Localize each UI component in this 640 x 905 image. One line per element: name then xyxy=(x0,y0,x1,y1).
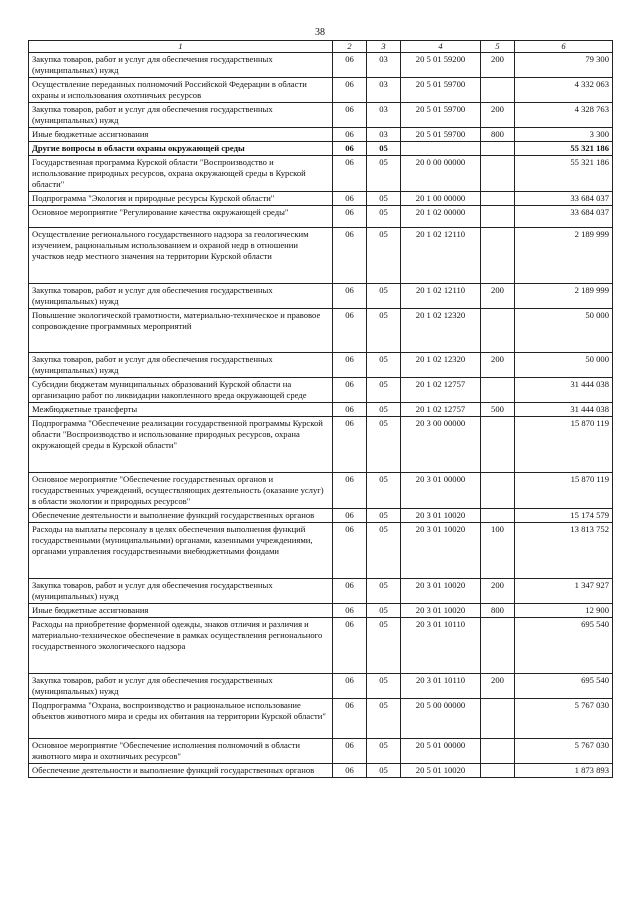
table-row xyxy=(29,284,613,309)
row-section: 06 xyxy=(333,309,367,353)
row-expense-type: 200 xyxy=(481,353,515,378)
row-amount: 4 328 763 xyxy=(515,103,613,128)
row-name: Расходы на приобретение форменной одежды, знаков отличия и различия и материально-техническое обеспечение в рамках осуществления регионального государственного экологического надзора xyxy=(29,618,333,674)
table-row xyxy=(29,206,613,228)
row-target-code: 20 5 01 10020 xyxy=(401,764,481,778)
table-row xyxy=(29,509,613,523)
table-row xyxy=(29,78,613,103)
row-expense-type xyxy=(481,156,515,192)
row-expense-type: 500 xyxy=(481,403,515,417)
row-name: Иные бюджетные ассигнования xyxy=(29,604,333,618)
row-target-code: 20 3 01 10020 xyxy=(401,523,481,579)
row-amount: 12 900 xyxy=(515,604,613,618)
row-amount: 4 332 063 xyxy=(515,78,613,103)
table-row xyxy=(29,142,613,156)
row-subsection: 05 xyxy=(367,674,401,699)
row-name: Обеспечение деятельности и выполнение функций государственных органов xyxy=(29,509,333,523)
row-target-code: 20 5 01 00000 xyxy=(401,739,481,764)
row-target-code: 20 1 02 00000 xyxy=(401,206,481,228)
row-name: Закупка товаров, работ и услуг для обеспечения государственных (муниципальных) нужд xyxy=(29,674,333,699)
row-subsection: 05 xyxy=(367,579,401,604)
row-amount: 695 540 xyxy=(515,674,613,699)
header-col-section: 2 xyxy=(333,41,367,53)
row-subsection: 03 xyxy=(367,53,401,78)
row-name: Основное мероприятие "Обеспечение исполнения полномочий в области животного мира и охотничьих ресурсов" xyxy=(29,739,333,764)
row-expense-type xyxy=(481,509,515,523)
row-section: 06 xyxy=(333,403,367,417)
row-target-code: 20 1 02 12110 xyxy=(401,284,481,309)
row-amount: 2 189 999 xyxy=(515,228,613,284)
row-section: 06 xyxy=(333,78,367,103)
row-expense-type: 200 xyxy=(481,53,515,78)
row-name: Закупка товаров, работ и услуг для обеспечения государственных (муниципальных) нужд xyxy=(29,284,333,309)
row-expense-type xyxy=(481,228,515,284)
table-row xyxy=(29,378,613,403)
row-expense-type xyxy=(481,192,515,206)
row-section: 06 xyxy=(333,206,367,228)
row-amount: 2 189 999 xyxy=(515,284,613,309)
table-row xyxy=(29,156,613,192)
row-target-code: 20 1 02 12110 xyxy=(401,228,481,284)
row-section: 06 xyxy=(333,523,367,579)
row-subsection: 05 xyxy=(367,417,401,473)
row-amount: 3 300 xyxy=(515,128,613,142)
row-expense-type xyxy=(481,206,515,228)
row-target-code: 20 0 00 00000 xyxy=(401,156,481,192)
row-target-code: 20 5 01 59700 xyxy=(401,103,481,128)
row-expense-type: 200 xyxy=(481,284,515,309)
table-row xyxy=(29,403,613,417)
row-name: Закупка товаров, работ и услуг для обеспечения государственных (муниципальных) нужд xyxy=(29,579,333,604)
table-row xyxy=(29,128,613,142)
row-expense-type xyxy=(481,618,515,674)
row-name: Расходы на выплаты персоналу в целях обеспечения выполнения функций государственными (муниципальными) органами, казенными учреждениями, органами управления государственными внебюджетными фондами xyxy=(29,523,333,579)
row-amount: 79 300 xyxy=(515,53,613,78)
table-row xyxy=(29,604,613,618)
row-target-code: 20 3 01 10020 xyxy=(401,604,481,618)
row-subsection: 05 xyxy=(367,284,401,309)
row-name: Осуществление регионального государственного надзора за геологическим изучением, рациональным использованием и охраной недр в отношении участков недр местного значения на территории Курской области xyxy=(29,228,333,284)
row-expense-type: 200 xyxy=(481,579,515,604)
page-number: 38 xyxy=(315,27,325,38)
row-amount: 55 321 186 xyxy=(515,156,613,192)
row-amount: 15 174 579 xyxy=(515,509,613,523)
table-row xyxy=(29,764,613,778)
table-row xyxy=(29,579,613,604)
row-name: Основное мероприятие "Регулирование качества окружающей среды" xyxy=(29,206,333,228)
budget-table xyxy=(28,40,613,778)
row-name: Подпрограмма "Экология и природные ресурсы Курской области" xyxy=(29,192,333,206)
table-row xyxy=(29,473,613,509)
row-target-code: 20 1 02 12757 xyxy=(401,403,481,417)
header-col-subsection: 3 xyxy=(367,41,401,53)
row-section: 06 xyxy=(333,579,367,604)
table-row xyxy=(29,309,613,353)
row-name: Подпрограмма "Обеспечение реализации государственной программы Курской области "Воспроизводство и использование природных ресурсов, охрана окружающей среды в Курской области" xyxy=(29,417,333,473)
row-amount: 1 873 893 xyxy=(515,764,613,778)
row-section: 06 xyxy=(333,192,367,206)
row-subsection: 05 xyxy=(367,206,401,228)
row-section: 06 xyxy=(333,604,367,618)
row-subsection: 05 xyxy=(367,473,401,509)
row-section: 06 xyxy=(333,156,367,192)
row-target-code: 20 1 02 12320 xyxy=(401,309,481,353)
row-expense-type xyxy=(481,378,515,403)
table-body xyxy=(29,53,613,778)
row-target-code: 20 1 02 12320 xyxy=(401,353,481,378)
row-target-code: 20 3 01 10110 xyxy=(401,674,481,699)
table-row xyxy=(29,699,613,739)
row-target-code: 20 5 01 59200 xyxy=(401,53,481,78)
row-amount: 31 444 038 xyxy=(515,403,613,417)
header-col-name: 1 xyxy=(29,41,333,53)
row-amount: 695 540 xyxy=(515,618,613,674)
row-subsection: 05 xyxy=(367,764,401,778)
row-section: 06 xyxy=(333,417,367,473)
row-name: Основное мероприятие "Обеспечение государственных органов и государственных учреждений, осуществляющих деятельность (оказание услуг) в области экологии и природных ресурсов" xyxy=(29,473,333,509)
row-name: Закупка товаров, работ и услуг для обеспечения государственных (муниципальных) нужд xyxy=(29,53,333,78)
row-section: 06 xyxy=(333,473,367,509)
row-name: Закупка товаров, работ и услуг для обеспечения государственных (муниципальных) нужд xyxy=(29,353,333,378)
row-subsection: 05 xyxy=(367,309,401,353)
row-subsection: 05 xyxy=(367,604,401,618)
row-amount: 13 813 752 xyxy=(515,523,613,579)
row-section: 06 xyxy=(333,674,367,699)
row-subsection: 05 xyxy=(367,403,401,417)
row-target-code: 20 3 01 10020 xyxy=(401,579,481,604)
row-subsection: 05 xyxy=(367,353,401,378)
table-row xyxy=(29,618,613,674)
row-expense-type xyxy=(481,764,515,778)
row-expense-type: 100 xyxy=(481,523,515,579)
header-col-expense-type: 5 xyxy=(481,41,515,53)
row-subsection: 03 xyxy=(367,103,401,128)
table-header-row xyxy=(29,41,613,53)
row-subsection: 05 xyxy=(367,509,401,523)
row-expense-type: 200 xyxy=(481,103,515,128)
row-subsection: 05 xyxy=(367,523,401,579)
row-name: Обеспечение деятельности и выполнение функций государственных органов xyxy=(29,764,333,778)
row-amount: 33 684 037 xyxy=(515,206,613,228)
row-name: Субсидии бюджетам муниципальных образований Курской области на организацию работ по ликвидации накопленного вреда окружающей среде xyxy=(29,378,333,403)
row-subsection: 03 xyxy=(367,128,401,142)
table-row xyxy=(29,353,613,378)
row-subsection: 05 xyxy=(367,192,401,206)
table-row xyxy=(29,739,613,764)
row-expense-type xyxy=(481,142,515,156)
row-expense-type xyxy=(481,417,515,473)
row-section: 06 xyxy=(333,228,367,284)
row-amount: 33 684 037 xyxy=(515,192,613,206)
row-subsection: 05 xyxy=(367,378,401,403)
header-col-target-code: 4 xyxy=(401,41,481,53)
row-name: Закупка товаров, работ и услуг для обеспечения государственных (муниципальных) нужд xyxy=(29,103,333,128)
row-amount: 15 870 119 xyxy=(515,473,613,509)
row-expense-type xyxy=(481,473,515,509)
row-target-code: 20 3 01 10110 xyxy=(401,618,481,674)
table-row xyxy=(29,523,613,579)
row-amount: 50 000 xyxy=(515,309,613,353)
row-section: 06 xyxy=(333,699,367,739)
row-name: Осуществление переданных полномочий Российской Федерации в области охраны и использования охотничьих ресурсов xyxy=(29,78,333,103)
row-amount: 5 767 030 xyxy=(515,739,613,764)
row-expense-type: 800 xyxy=(481,604,515,618)
table-row xyxy=(29,103,613,128)
row-target-code: 20 1 00 00000 xyxy=(401,192,481,206)
row-expense-type xyxy=(481,309,515,353)
row-section: 06 xyxy=(333,142,367,156)
row-section: 06 xyxy=(333,764,367,778)
table-row xyxy=(29,417,613,473)
row-subsection: 05 xyxy=(367,228,401,284)
row-target-code: 20 5 01 59700 xyxy=(401,78,481,103)
row-amount: 31 444 038 xyxy=(515,378,613,403)
row-section: 06 xyxy=(333,509,367,523)
row-subsection: 05 xyxy=(367,739,401,764)
row-name: Иные бюджетные ассигнования xyxy=(29,128,333,142)
row-subsection: 05 xyxy=(367,156,401,192)
row-amount: 1 347 927 xyxy=(515,579,613,604)
row-section: 06 xyxy=(333,378,367,403)
row-name: Государственная программа Курской области "Воспроизводство и использование природных ресурсов, охрана окружающей среды в Курской области" xyxy=(29,156,333,192)
row-name: Межбюджетные трансферты xyxy=(29,403,333,417)
row-name: Подпрограмма "Охрана, воспроизводство и рациональное использование объектов животного мира и среды их обитания на территории Курской области" xyxy=(29,699,333,739)
row-section: 06 xyxy=(333,284,367,309)
row-section: 06 xyxy=(333,128,367,142)
row-subsection: 05 xyxy=(367,699,401,739)
table-row xyxy=(29,53,613,78)
row-expense-type xyxy=(481,699,515,739)
row-subsection: 05 xyxy=(367,142,401,156)
row-expense-type: 200 xyxy=(481,674,515,699)
row-target-code: 20 3 01 00000 xyxy=(401,473,481,509)
header-col-amount: 6 xyxy=(515,41,613,53)
row-subsection: 05 xyxy=(367,618,401,674)
row-section: 06 xyxy=(333,739,367,764)
row-amount: 15 870 119 xyxy=(515,417,613,473)
table-row xyxy=(29,228,613,284)
row-amount: 50 000 xyxy=(515,353,613,378)
row-name: Другие вопросы в области охраны окружающей среды xyxy=(29,142,333,156)
row-section: 06 xyxy=(333,353,367,378)
row-expense-type xyxy=(481,78,515,103)
row-amount: 55 321 186 xyxy=(515,142,613,156)
row-subsection: 03 xyxy=(367,78,401,103)
table-row xyxy=(29,192,613,206)
row-target-code: 20 5 00 00000 xyxy=(401,699,481,739)
row-target-code: 20 5 01 59700 xyxy=(401,128,481,142)
row-expense-type xyxy=(481,739,515,764)
row-target-code: 20 1 02 12757 xyxy=(401,378,481,403)
row-expense-type: 800 xyxy=(481,128,515,142)
row-section: 06 xyxy=(333,103,367,128)
row-target-code: 20 3 00 00000 xyxy=(401,417,481,473)
row-section: 06 xyxy=(333,618,367,674)
row-target-code: 20 3 01 10020 xyxy=(401,509,481,523)
row-name: Повышение экологической грамотности, материально-техническое и правовое сопровождение программных мероприятий xyxy=(29,309,333,353)
row-amount: 5 767 030 xyxy=(515,699,613,739)
row-target-code xyxy=(401,142,481,156)
table-row xyxy=(29,674,613,699)
row-section: 06 xyxy=(333,53,367,78)
